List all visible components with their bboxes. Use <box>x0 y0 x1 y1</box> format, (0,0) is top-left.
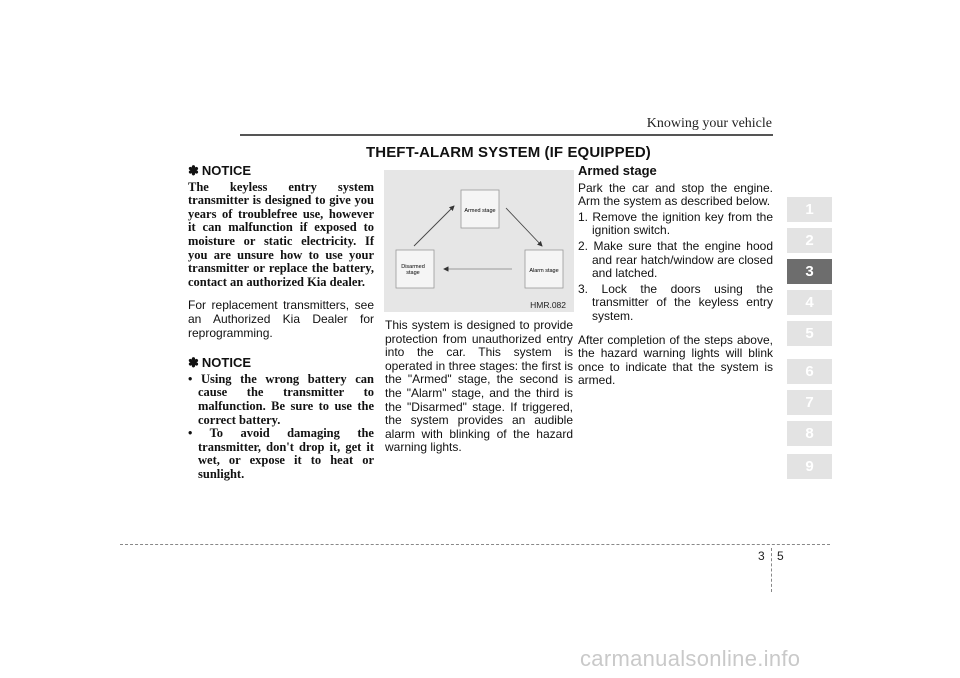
left-column <box>188 164 374 481</box>
notice-star-icon: ✽ <box>188 355 199 371</box>
arrow-to-armed <box>414 206 454 246</box>
disarmed-stage-label: Disarmed <box>401 264 425 270</box>
armed-stage-after: After completion of the steps above, the hazard warning lights will blink once to indicate that the system is armed. <box>578 332 773 388</box>
figure-id: HMR.082 <box>530 300 566 310</box>
notice-bullets <box>188 373 374 482</box>
step-item: 2. Make sure that the engine hood and rear hatch/window are closed and latched. <box>578 238 773 281</box>
watermark: carmanualsonline.info <box>580 646 801 671</box>
notice-title: NOTICE <box>201 355 252 371</box>
system-description: This system is designed to provide protection from unauthorized entry into the car. This system is operated in three stages: the first is the "Armed" stage, the second is the "Alarm" stage, and the third is the "Disarmed" stage. If triggered, the system provides an audible alarm with blinking of the hazard warning lights. <box>385 318 573 455</box>
section-title: THEFT-ALARM SYSTEM (IF EQUIPPED) <box>366 144 651 161</box>
chapter-tab-6: 6 <box>787 359 832 384</box>
bullet-item: • To avoid damaging the transmitter, don't drop it, get it wet, or expose it to heat or sunlight. <box>188 427 374 481</box>
right-column <box>578 164 773 394</box>
chapter-tab-2: 2 <box>787 228 832 253</box>
chapter-tab-1: 1 <box>787 197 832 222</box>
step-item: 1. Remove the ignition key from the ignition switch. <box>578 209 773 238</box>
chapter-tab-3: 3 <box>787 259 832 284</box>
armed-stage-intro: Park the car and stop the engine. Arm the system as described below. <box>578 180 773 209</box>
bullet-item: • Using the wrong battery can cause the transmitter to malfunction. Be sure to use the correct battery. <box>188 373 374 427</box>
alarm-stage-label: Alarm stage <box>529 268 559 274</box>
middle-column <box>385 319 573 461</box>
replacement-text: For replacement transmitters, see an Authorized Kia Dealer for reprogramming. <box>188 298 374 340</box>
chapter-tab-5: 5 <box>787 321 832 346</box>
notice-heading <box>188 356 374 370</box>
page-number: 5 <box>777 549 784 563</box>
running-head: Knowing your vehicle <box>646 116 772 131</box>
notice-heading <box>188 164 374 178</box>
chapter-tab-4: 4 <box>787 290 832 315</box>
chapter-tab-7: 7 <box>787 390 832 415</box>
chapter-tab-9: 9 <box>787 454 832 479</box>
armed-stage-label: Armed stage <box>464 208 496 214</box>
chapter-number: 3 <box>758 549 765 563</box>
armed-stage-heading: Armed stage <box>578 163 657 178</box>
page-number-divider <box>771 548 772 592</box>
alarm-stage-diagram <box>384 170 574 312</box>
step-item: 3. Lock the doors using the transmitter of the keyless entry system. <box>578 281 773 323</box>
disarmed-stage-label-2: stage <box>406 270 420 276</box>
armed-stage-steps <box>578 211 773 324</box>
arrow-to-alarm <box>506 208 542 246</box>
notice-title: NOTICE <box>201 163 252 178</box>
top-rule <box>240 134 773 136</box>
chapter-tab-8: 8 <box>787 421 832 446</box>
bottom-rule <box>120 544 830 545</box>
notice-body: The keyless entry system transmitter is designed to give you years of troublefree use, however it can malfunction if exposed to moisture or static electricity. If you are unsure how to use your transmitter or replace the battery, contact an authorized Kia dealer. <box>188 179 374 289</box>
stage-cycle-diagram <box>384 170 574 312</box>
notice-star-icon: ✽ <box>188 163 199 178</box>
